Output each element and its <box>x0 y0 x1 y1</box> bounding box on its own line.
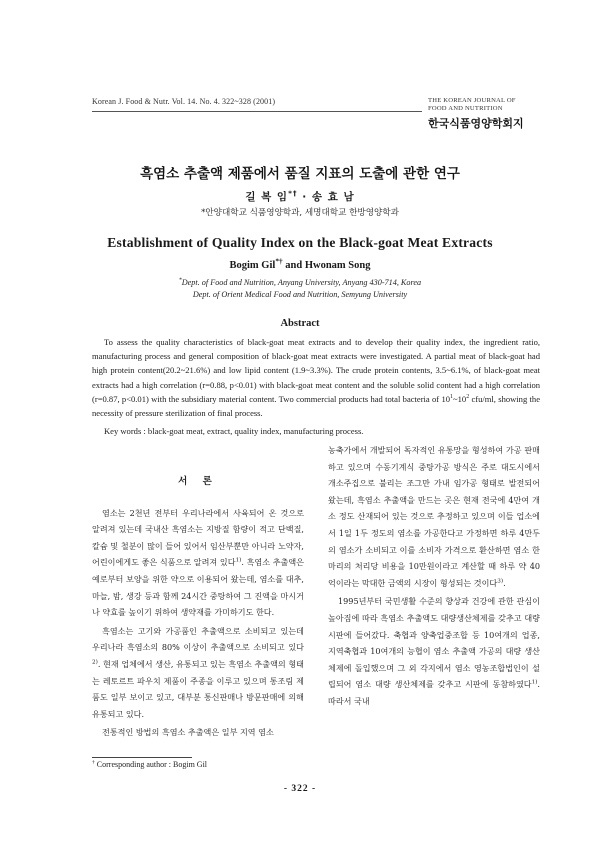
intro-p2-tail: . 현재 업체에서 생산, 유통되고 있는 흑염소 추출액의 형태는 레토르트 파우치 제품이 주종을 이루고 있으며 통조림 제품도 일부 보이고 있고, 대부분 통신판매나 방문판매에 의해 유통되고 있다. <box>92 658 304 719</box>
abstract-sup-2: 2 <box>466 393 470 400</box>
citation-ref: 3) <box>497 578 504 585</box>
intro-paragraph-1 <box>92 505 304 621</box>
keywords: Key words : black-goat meat, extract, quality index, manufacturing process. <box>104 426 364 436</box>
affiliation-en-line1: Dept. of Food and Nutrition, Anyang University, Anyang 430-714, Korea <box>181 278 422 287</box>
footnote-rule <box>92 757 192 758</box>
intro-paragraph-3: 전통적인 방법의 흑염소 추출액은 일부 지역 염소 <box>102 727 274 738</box>
author-ko-second: 송 효 남 <box>311 191 355 203</box>
title-english: Establishment of Quality Index on the Black-goat Meat Extracts <box>107 235 493 250</box>
authors-english <box>0 256 600 271</box>
citation-ref: 2) <box>92 659 98 666</box>
journal-name-en-line2: FOOD AND NUTRITION <box>428 105 503 112</box>
citation-ref: 1) <box>235 557 242 564</box>
author-ko-separator: · <box>297 191 312 203</box>
footnote-mark: † <box>92 759 95 766</box>
authors-korean <box>0 189 600 204</box>
intro-p2-text: 흑염소는 고기와 가공품인 추출액으로 소비되고 있는데 우리나라 흑염소의 80% 이상이 추출액으로 소비되고 있다 <box>92 625 304 653</box>
section-heading-introduction: 서 론 <box>178 476 218 487</box>
footnote-text: Corresponding author : Bogim Gil <box>94 760 208 769</box>
author-en-rest: and Hwonam Song <box>282 260 371 271</box>
affiliation-korean: *안양대학교 식품영양학과, 세명대학교 한방영양학과 <box>201 208 399 218</box>
citation-ref: 1) <box>531 679 538 686</box>
title-korean: 흑염소 추출액 제품에서 품질 지표의 도출에 관한 연구 <box>140 166 460 182</box>
intro-r2-text: 1995년부터 국민생활 수준의 향상과 건강에 관한 관심이 높아짐에 따라 흑염소 추출액도 대량생산체제를 갖추고 대량시판에 들어갔다. 축협과 양축업중조합 등 10여개의 업종, 지역축협과 10여개의 능협이 염소 추출액 가공의 대량 생산체제에 돌입했으며 그 외 각지에서 염소 영농조합법인이 설립되어 염소 대량 생산체제를 갖추고 시판에 동참하였다 <box>328 596 540 690</box>
author-ko-first: 길 복 임 <box>245 191 289 203</box>
journal-citation: Korean J. Food & Nutr. Vol. 14. No. 4. 322~328 (2001) <box>92 97 276 106</box>
journal-name-en-line1: THE KOREAN JOURNAL OF <box>428 97 516 104</box>
intro-r1-text: 농축가에서 개발되어 독자적인 유통망을 형성하여 가공 판매하고 있으며 수동기계식 중탕가공 방식은 주로 대도시에서 개소주집으로 불리는 조그만 가내 임가공 형태로 발전되어 왔는데, 흑염소 추출액을 만드는 곳은 현재 전국에 4만여 개소 정도 산재되어 있는 것으로 추정하고 있으며 이들 업소에서 1일 1두 정도의 염소를 가공한다고 가정하면 하루 4만두의 염소가 소비되고 이를 소비자 가격으로 환산하면 염소 한 마리의 처리당 비용을 10만원이라고 계산할 때 하루 약 40억이라는 막대한 금액의 시장이 형성되는 것이다 <box>328 445 540 588</box>
intro-paragraph-4 <box>328 593 540 709</box>
body-column-right <box>328 442 540 710</box>
abstract-text-c: cfu/ml, showing the necessity of pressure sterilization of final process. <box>92 393 540 419</box>
footnote <box>92 760 207 769</box>
author-en-first: Bogim Gil <box>229 260 276 271</box>
author-ko-marks: *† <box>288 188 298 198</box>
header-rule <box>92 111 422 112</box>
abstract-body <box>92 335 540 420</box>
abstract-text-b: ~10 <box>453 393 467 404</box>
abstract-text-a: To assess the quality characteristics of black-goat meat extracts and to develop their quality index, the ingredient ratio, manufacturing process and general composition of black-goat meat extracts were investigated. A partial meat of black-goat had high protein content(20.2~21.6%) and low lipid content (1.9~3.3%). The crude protein contents, 3.5~6.1%, of black-goat meat extracts had a high correlation (r=0.88, p<0.01) with black-goat meat content and the soluble solid content had a high correlation (r=0.87, p<0.01) with the subsidiary material content. Two commercial products had total bacteria of 10 <box>92 337 540 404</box>
body-column-left <box>92 442 304 741</box>
journal-branding <box>428 97 540 131</box>
abstract-sup-1: 1 <box>450 393 454 400</box>
intro-r2-tail: . 따라서 국내 <box>328 679 540 706</box>
intro-p1-tail: . 흑염소 추출액은 예로부터 보양을 위한 약으로 이용되어 왔는데, 염소를 대추, 마늘, 밤, 생강 등과 함께 24시간 중탕하여 그 진액을 마시거나 약효를 높이기 위하여 생약재를 가미하기도 한다. <box>92 557 304 618</box>
journal-name-ko: 한국식품영양학회지 <box>428 117 524 130</box>
author-en-marks: *† <box>275 256 283 266</box>
intro-p1-text: 염소는 2천년 전부터 우리나라에서 사육되어 온 것으로 알려져 있는데 국내산 흑염소는 지방질 함량이 적고 단백질, 칼슘 및 철분이 많이 들어 있어서 임산부뿐만 아니라 노약자, 어린이에게도 좋은 식품으로 알려져 있다 <box>92 507 304 568</box>
intro-r1-tail: . <box>503 577 506 588</box>
intro-paragraph-2 <box>92 623 304 723</box>
page-number: - 322 - <box>283 784 317 794</box>
affiliation-english-1 <box>0 278 600 287</box>
intro-paragraph-3-cont <box>328 442 540 591</box>
affiliation-mark: * <box>178 277 182 284</box>
abstract-heading: Abstract <box>280 318 320 329</box>
affiliation-english-2: Dept. of Orient Medical Food and Nutrition, Semyung University <box>192 290 408 299</box>
